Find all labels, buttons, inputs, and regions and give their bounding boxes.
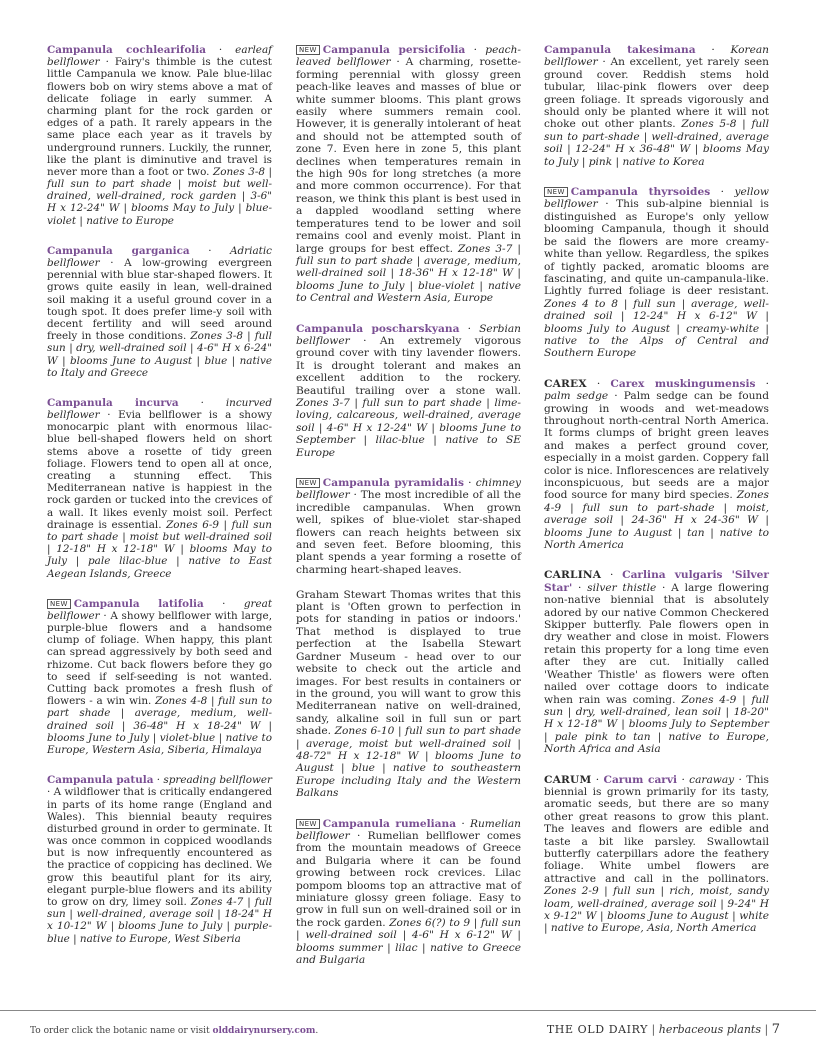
plant-entry: Campanula cochlearifolia · earleaf bellflower · Fairy's thimble is the cutest little Campanula we know. Pale blue-lilac flowers bob on wiry stems above a mat of delicate foliage in early summer. A charming plant for the rock garden or edges of a path. It rarely appears in the same place each year as it travels by underground runners. Luckily, the runner, like the plant is diminutive and travel is never more than a foot or two. Zones 3-8 | full sun to part shade | moist but well-drained, well-drained, rock garden | 3-6" H x 12-24" W | blooms May to July | blue-violet | native to Europe [47, 44, 272, 227]
botanic-name-link[interactable]: Campanula rumeliana [322, 817, 457, 830]
botanic-name-link[interactable]: Campanula cochlearifolia [47, 44, 206, 56]
order-text: To order click the botanic name or visit [30, 1026, 213, 1036]
botanic-name-link[interactable]: Campanula persicifolia [322, 44, 466, 56]
growing-specs: Zones 6(?) to 9 | full sun | well-drained soil | 4-6" H x 6-12" W | blooms summer | lilac | native to Greece and Bulgaria [296, 916, 521, 967]
plant-entry: Campanula garganica · Adriatic bellflower · A low-growing evergreen perennial with blue star-shaped flowers. It grows quite easily in lean, well-drained soil making it a useful ground cover in a tough spot. It does prefer lime-y soil with decent fertility and will seed around freely in those conditions. Zones 3-8 | full sun | dry, well-drained soil | 4-6" H x 6-24" W | blooms June to August | blue | native to Italy and Greece [47, 244, 272, 379]
common-name: silver thistle [587, 581, 657, 594]
common-name: peach-leaved bellflower [296, 44, 521, 69]
description: A wildflower that is critically endangered in parts of its home range (England and Wales). This biennial beauty requires disturbed ground in order to germinate. It was once common in coppiced woodlands but is now infrequently encountered as the practice of coppicing has declined. We grow this beautiful plant for its airy, elegant purple-blue flowers and its ability to grow on dry, limey soil. [47, 786, 272, 908]
growing-specs: Zones 6-10 | full sun to part shade | average, moist but well-drained soil | 48-72" H x 12-18" W | blooms June to August | blue | native to southeastern Europe including Italy and the Western Balkans [296, 725, 521, 800]
plant-entry: CARUM · Carum carvi · caraway · This biennial is grown primarily for its tasty, aromatic seeds, but there are so many other great reasons to grow this plant. The leaves and flowers are edible and taste a bit like parsley. Swallowtail butterfly caterpillars adore the feathery foliage. White umbel flowers are attractive and call in the pollinators. Zones 2-9 | full sun | rich, moist, sandy loam, well-drained, average soil | 9-24" H x 9-12" W | blooms June to August | white | native to Europe, Asia, North America [544, 773, 769, 935]
description: The most incredible of all the incredible campanulas. When grown well, spikes of blue-violet star-shaped flowers can reach heights between six and seven feet. Before blooming, this plant spends a year forming a rosette of charming heart-shaped leaves. Graham Stewart Thomas writes that this plant is 'Often grown to perfection in pots for standing in patios or indoors.' That method is displayed to true perfection at the Isabella Stewart Gardner Museum - head over to our website to check out the article and images. For best results in containers or in the ground, you will want to grow this Mediterranean native on well-drained, sandy, alkaline soil in full sun or part shade. [296, 489, 521, 738]
growing-specs: Zones 3-7 | full sun to part shade | lime-loving, calcareous, well-drained, average soil | 4-6" H x 12-24" W | blooms June to September | lilac-blue | native to SE Europe [296, 396, 521, 459]
footer-page-info [547, 1022, 780, 1037]
growing-specs: Zones 4-9 | full sun to part-shade | moist, average soil | 24-36" H x 24-36" W | blooms June to August | tan | native to North America [544, 489, 769, 552]
description: A low-growing evergreen perennial with blue star-shaped flowers. It grows quite easily in lean, well-drained soil making it a useful ground cover in a tough spot. It does prefer lime-y soil with decent fertility and will seed around freely in those conditions. [47, 257, 272, 343]
description: A charming, rosette-forming perennial with glossy green peach-like leaves and masses of blue or white summer blooms. This plant grows easily where summers remain cool. However, it is generally intolerant of heat and should not be attempted south of zone 7. Even here in zone 5, this plant declines when temperatures remain in the high 90s for long stretches (a more and more common occurrence). For that reason, we think this plant is best used in a dappled woodland setting where temperatures tend to be lower and soil remains cool and evenly moist. Plant in large groups for best effect. [296, 56, 521, 255]
common-name: great bellflower [47, 597, 272, 622]
growing-specs: Zones 3-8 | full sun | dry, well-drained soil | 4-6" H x 6-24" W | blooms June to August | blue | native to Italy and Greece [47, 330, 272, 379]
footer-sep-2: | [764, 1023, 769, 1036]
botanic-name-link[interactable]: Campanula thyrsoides [570, 186, 711, 199]
common-name: incurved bellflower [47, 396, 272, 422]
description: A large flowering non-native biennial that is absolutely adored by our native Common Checkered Skipper butterfly. Pale flowers open in dry weather and close in moist. Flowers retain this property for a long time even after they are cut. Initially called 'Weather Thistle' as flowers were often nailed over cottage doors to indicate when rain was coming. [544, 581, 770, 706]
description: Fairy's thimble is the cutest little Campanula we know. Pale blue-lilac flowers bob on wiry stems above a mat of delicate foliage in early summer. A charming plant for the rock garden or edges of a path. It rarely appears in the same place each year as it travels by underground runners. Luckily, the runner, like the plant is diminutive and travel is never more than a foot or two. [47, 56, 272, 178]
common-name: earleaf bellflower [47, 44, 272, 69]
growing-specs: Zones 5-8 | full sun to part-shade | well-drained, average soil | 12-24" H x 36-48" W | blooms May to July | pink | native to Korea [544, 118, 769, 168]
plant-entry: Campanula incurva · incurved bellflower · Evia bellflower is a showy monocarpic plant with enormous lilac-blue bell-shaped flowers held on short stems above a rosette of tidy green foliage. Flowers tend to open all at once, creating a stunning effect. This Mediterranean native is happiest in the rock garden or tucked into the crevices of a wall. It likes evenly moist soil. Perfect drainage is essential. Zones 6-9 | full sun to part shade | moist but well-drained soil | 12-18" H x 12-18" W | blooms May to July | pale lilac-blue | native to East Aegean Islands, Greece [47, 396, 273, 580]
common-name: Korean bellflower [544, 44, 769, 69]
new-badge: NEW [296, 478, 320, 488]
botanic-name-link[interactable]: Campanula garganica [47, 244, 190, 257]
description: Rumelian bellflower comes from the mountain meadows of Greece and Bulgaria where it can be found growing between rock crevices. Lilac pompom blooms top an attractive mat of miniature glossy green foliage. Easy to grow in full sun on well-drained soil or in the rock garden. [296, 829, 522, 929]
growing-specs: Zones 6-9 | full sun to part shade | moist but well-drained soil | 12-18" H x 12-18" W | blooms May to July | pale lilac-blue | native to East Aegean Islands, Greece [47, 518, 273, 580]
botanic-name-link[interactable]: Campanula pyramidalis [322, 477, 464, 489]
new-badge: NEW [296, 819, 320, 829]
footer-sep-1: | [651, 1023, 656, 1036]
description: This biennial is grown primarily for its tasty, aromatic seeds, but there are so many other great reasons to grow this plant. The leaves and flowers are edible and taste a bit like parsley. Swallowtail butterfly caterpillars adore the feathery foliage. White umbel flowers are attractive and call in the pollinators. [544, 773, 769, 885]
growing-specs: Zones 4-7 | full sun | well-drained, average soil | 18-24" H x 10-12" W | blooms June to July | purple-blue | native to Europe, West Siberia [47, 896, 272, 945]
new-badge: NEW [47, 599, 71, 609]
plant-entry: CAREX · Carex muskingumensis · palm sedge · Palm sedge can be found growing in woods and wet-meadows throughout north-central North America. It forms clumps of bright green leaves and makes a perfect ground cover, especially in a moist garden. Coppery fall color is nice. Inflorescences are relatively inconspicuous, but seeds are a major food source for many bird species. Zones 4-9 | full sun to part-shade | moist, average soil | 24-36" H x 24-36" W | blooms June to August | tan | native to North America [544, 377, 770, 552]
growing-specs: Zones 4 to 8 | full sun | average, well-drained soil | 12-24" H x 6-12" W | blooms July to August | creamy-white | native to the Alps of Central and Southern Europe [544, 297, 769, 360]
website-link[interactable]: olddairynursery.com [212, 1026, 316, 1036]
common-name: Rumelian bellflower [296, 817, 521, 842]
plant-entry: NEW Campanula pyramidalis · chimney bellflower · The most incredible of all the incredible campanulas. When grown well, spikes of blue-violet star-shaped flowers can reach heights between six and seven feet. Before blooming, this plant spends a year forming a rosette of charming heart-shaped leaves. Graham Stewart Thomas writes that this plant is 'Often grown to perfection in pots for standing in patios or indoors.' That method is displayed to true perfection at the Isabella Stewart Gardner Museum - head over to our website to check out the article and images. For best results in containers or in the ground, you will want to grow this Mediterranean native on well-drained, sandy, alkaline soil in full sun or part shade. Zones 6-10 | full sun to part shade | average, moist but well-drained soil | 48-72" H x 12-18" W | blooms June to August | blue | native to southeastern Europe including Italy and the Western Balkans [296, 477, 521, 800]
growing-specs: Zones 4-9 | full sun | dry, well-drained, lean soil | 18-20" H x 12-18" W | blooms July to September | pale pink to tan | native to Europe, North Africa and Asia [544, 693, 769, 756]
column-right [544, 44, 769, 953]
genus-name: CAREX [544, 377, 587, 390]
plant-entry: NEW Campanula persicifolia · peach-leaved bellflower · A charming, rosette-forming perennial with glossy green peach-like leaves and masses of blue or white summer blooms. This plant grows easily where summers remain cool. However, it is generally intolerant of heat and should not be attempted south of zone 7. Even here in zone 5, this plant declines when temperatures remain in the high 90s for long stretches (a more and more common occurrence). For that reason, we think this plant is best used in a dappled woodland setting where temperatures tend to be lower and soil remains cool and evenly moist. Plant in large groups for best effect. Zones 3-7 | full sun to part shade | average, medium, well-drained soil | 18-36" H x 12-18" W | blooms June to July | blue-violet | native to Central and Western Asia, Europe [296, 44, 521, 305]
footer-order-note [30, 1026, 318, 1036]
new-badge: NEW [296, 45, 320, 55]
botanic-name-link[interactable]: Campanula poscharskyana [296, 322, 460, 335]
plant-entry: CARLINA · Carlina vulgaris 'Silver Star' · silver thistle · A large flowering non-native biennial that is absolutely adored by our native Common Checkered Skipper butterfly. Pale flowers open in dry weather and close in moist. Flowers retain this property for a long time even after they are cut. Initially called 'Weather Thistle' as flowers were often nailed over cottage doors to indicate when rain was coming. Zones 4-9 | full sun | dry, well-drained, lean soil | 18-20" H x 12-18" W | blooms July to September | pale pink to tan | native to Europe, North Africa and Asia [544, 569, 770, 756]
plant-entry: Campanula poscharskyana · Serbian bellflower · An extremely vigorous ground cover with tiny lavender flowers. It is drought tolerant and makes an excellent addition to the rockery. Beautiful trailing over a stone wall. Zones 3-7 | full sun to part shade | lime-loving, calcareous, well-drained, average soil | 4-6" H x 12-24" W | blooms June to September | lilac-blue | native to SE Europe [296, 322, 522, 459]
brand-name: THE OLD DAIRY [546, 1023, 649, 1036]
description: Evia bellflower is a showy monocarpic plant with enormous lilac-blue bell-shaped flowers held on short stems above a rosette of tidy green foliage. Flowers tend to open all at once, creating a stunning effect. This Mediterranean native is happiest in the rock garden or tucked into the crevices of a wall. It likes evenly moist soil. Perfect drainage is essential. [47, 409, 272, 531]
botanic-name-link[interactable]: Carlina vulgaris 'Silver Star' [544, 569, 770, 594]
botanic-name-link[interactable]: Carex muskingumensis [610, 377, 756, 390]
page-number: 7 [771, 1022, 780, 1037]
column-middle [296, 44, 521, 984]
common-name: palm sedge [544, 390, 609, 403]
footer-divider [0, 1010, 816, 1011]
botanic-name-link[interactable]: Campanula incurva [47, 396, 179, 409]
description: Palm sedge can be found growing in woods and wet-meadows throughout north-central North America. It forms clumps of bright green leaves and makes a perfect ground cover, especially in a moist garden. Coppery fall color is nice. Inflorescences are relatively inconspicuous, but seeds are a major food source for many bird species. [544, 390, 770, 502]
growing-specs: Zones 3-8 | full sun to part shade | moist but well-drained, well-drained, rock garden | 3-6" H x 12-24" W | blooms May to July | blue-violet | native to Europe [47, 165, 272, 227]
plant-entry: NEW Campanula thyrsoides · yellow bellflower · This sub-alpine biennial is distinguished as Europe's only yellow blooming Campanula, though it should be said the flowers are more creamy-white than yellow. Regardless, the spikes of tightly packed, aromatic blooms are fascinating, and quite un-campanula-like. Lightly furred foliage is deer resistant. Zones 4 to 8 | full sun | average, well-drained soil | 12-24" H x 6-12" W | blooms July to August | creamy-white | native to the Alps of Central and Southern Europe [544, 186, 769, 360]
common-name: yellow bellflower [544, 186, 769, 211]
new-badge: NEW [544, 187, 568, 197]
plant-entry: Campanula patula · spreading bellflower · A wildflower that is critically endangered in parts of its home range (England and Wales). This biennial beauty requires disturbed ground in order to germinate. It was once common in coppiced woodlands but is now infrequently encountered as the practice of coppicing has declined. We grow this beautiful plant for its airy, elegant purple-blue flowers and its ability to grow on dry, limey soil. Zones 4-7 | full sun | well-drained, average soil | 18-24" H x 10-12" W | blooms June to July | purple-blue | native to Europe, West Siberia [47, 774, 272, 945]
growing-specs: Zones 4-8 | full sun to part shade | average, medium, well-drained soil | 36-48" H x 18-24" W | blooms June to July | violet-blue | native to Europe, Western Asia, Siberia, Himalaya [47, 695, 272, 756]
genus-name: CARUM [544, 773, 592, 786]
common-name: chimney bellflower [296, 477, 521, 502]
description: A showy bellflower with large, purple-blue flowers and a handsome clump of foliage. When happy, this plant can spread aggressively by both seed and rhizome. Cut back flowers before they go to seed if self-seeding is not wanted. Cutting back promotes a fresh flush of flowers - a win win. [47, 609, 272, 708]
common-name: Adriatic bellflower [47, 244, 272, 269]
common-name: spreading bellflower [163, 774, 272, 787]
description: An extremely vigorous ground cover with tiny lavender flowers. It is drought tolerant and makes an excellent addition to the rockery. Beautiful trailing over a stone wall. [296, 334, 522, 397]
botanic-name-link[interactable]: Campanula takesimana [544, 44, 696, 56]
description: This sub-alpine biennial is distinguished as Europe's only yellow blooming Campanula, though it should be said the flowers are more creamy-white than yellow. Regardless, the spikes of tightly packed, aromatic blooms are fascinating, and quite un-campanula-like. Lightly furred foliage is deer resistant. [544, 198, 769, 298]
genus-name: CARLINA [544, 569, 602, 582]
growing-specs: Zones 3-7 | full sun to part shade | average, medium, well-drained soil | 18-36" H x 12-18" W | blooms June to July | blue-violet | native to Central and Western Asia, Europe [296, 242, 521, 305]
common-name: Serbian bellflower [296, 322, 521, 347]
section-name: herbaceous plants [658, 1023, 761, 1036]
plant-entry: NEW Campanula latifolia · great bellflower · A showy bellflower with large, purple-blue flowers and a handsome clump of foliage. When happy, this plant can spread aggressively by both seed and rhizome. Cut back flowers before they go to seed if self-seeding is not wanted. Cutting back promotes a fresh flush of flowers - a win win. Zones 4-8 | full sun to part shade | average, medium, well-drained soil | 36-48" H x 18-24" W | blooms June to July | violet-blue | native to Europe, Western Asia, Siberia, Himalaya [47, 597, 272, 756]
botanic-name-link[interactable]: Campanula latifolia [73, 597, 204, 610]
botanic-name-link[interactable]: Carum carvi [603, 773, 678, 786]
plant-entry: NEW Campanula rumeliana · Rumelian bellflower · Rumelian bellflower comes from the mountain meadows of Greece and Bulgaria where it can be found growing between rock crevices. Lilac pompom blooms top an attractive mat of miniature glossy green foliage. Easy to grow in full sun on well-drained soil or in the rock garden. Zones 6(?) to 9 | full sun | well-drained soil | 4-6" H x 6-12" W | blooms summer | lilac | native to Greece and Bulgaria [296, 817, 522, 967]
description: An excellent, yet rarely seen ground cover. Reddish stems hold tubular, lilac-pink flowers over deep green foliage. It spreads vigorously and should only be planted where it will not choke out other plants. [544, 56, 769, 131]
order-end: . [315, 1026, 319, 1036]
growing-specs: Zones 2-9 | full sun | rich, moist, sandy loam, well-drained, average soil | 9-24" H x 9-12" W | blooms June to August | white | native to Europe, Asia, North America [544, 885, 769, 935]
common-name: caraway [689, 773, 735, 786]
botanic-name-link[interactable]: Campanula patula [47, 774, 154, 787]
column-left [47, 44, 272, 963]
plant-entry: Campanula takesimana · Korean bellflower · An excellent, yet rarely seen ground cover. Reddish stems hold tubular, lilac-pink flowers over deep green foliage. It spreads vigorously and should only be planted where it will not choke out other plants. Zones 5-8 | full sun to part-shade | well-drained, average soil | 12-24" H x 36-48" W | blooms May to July | pink | native to Korea [544, 44, 769, 168]
